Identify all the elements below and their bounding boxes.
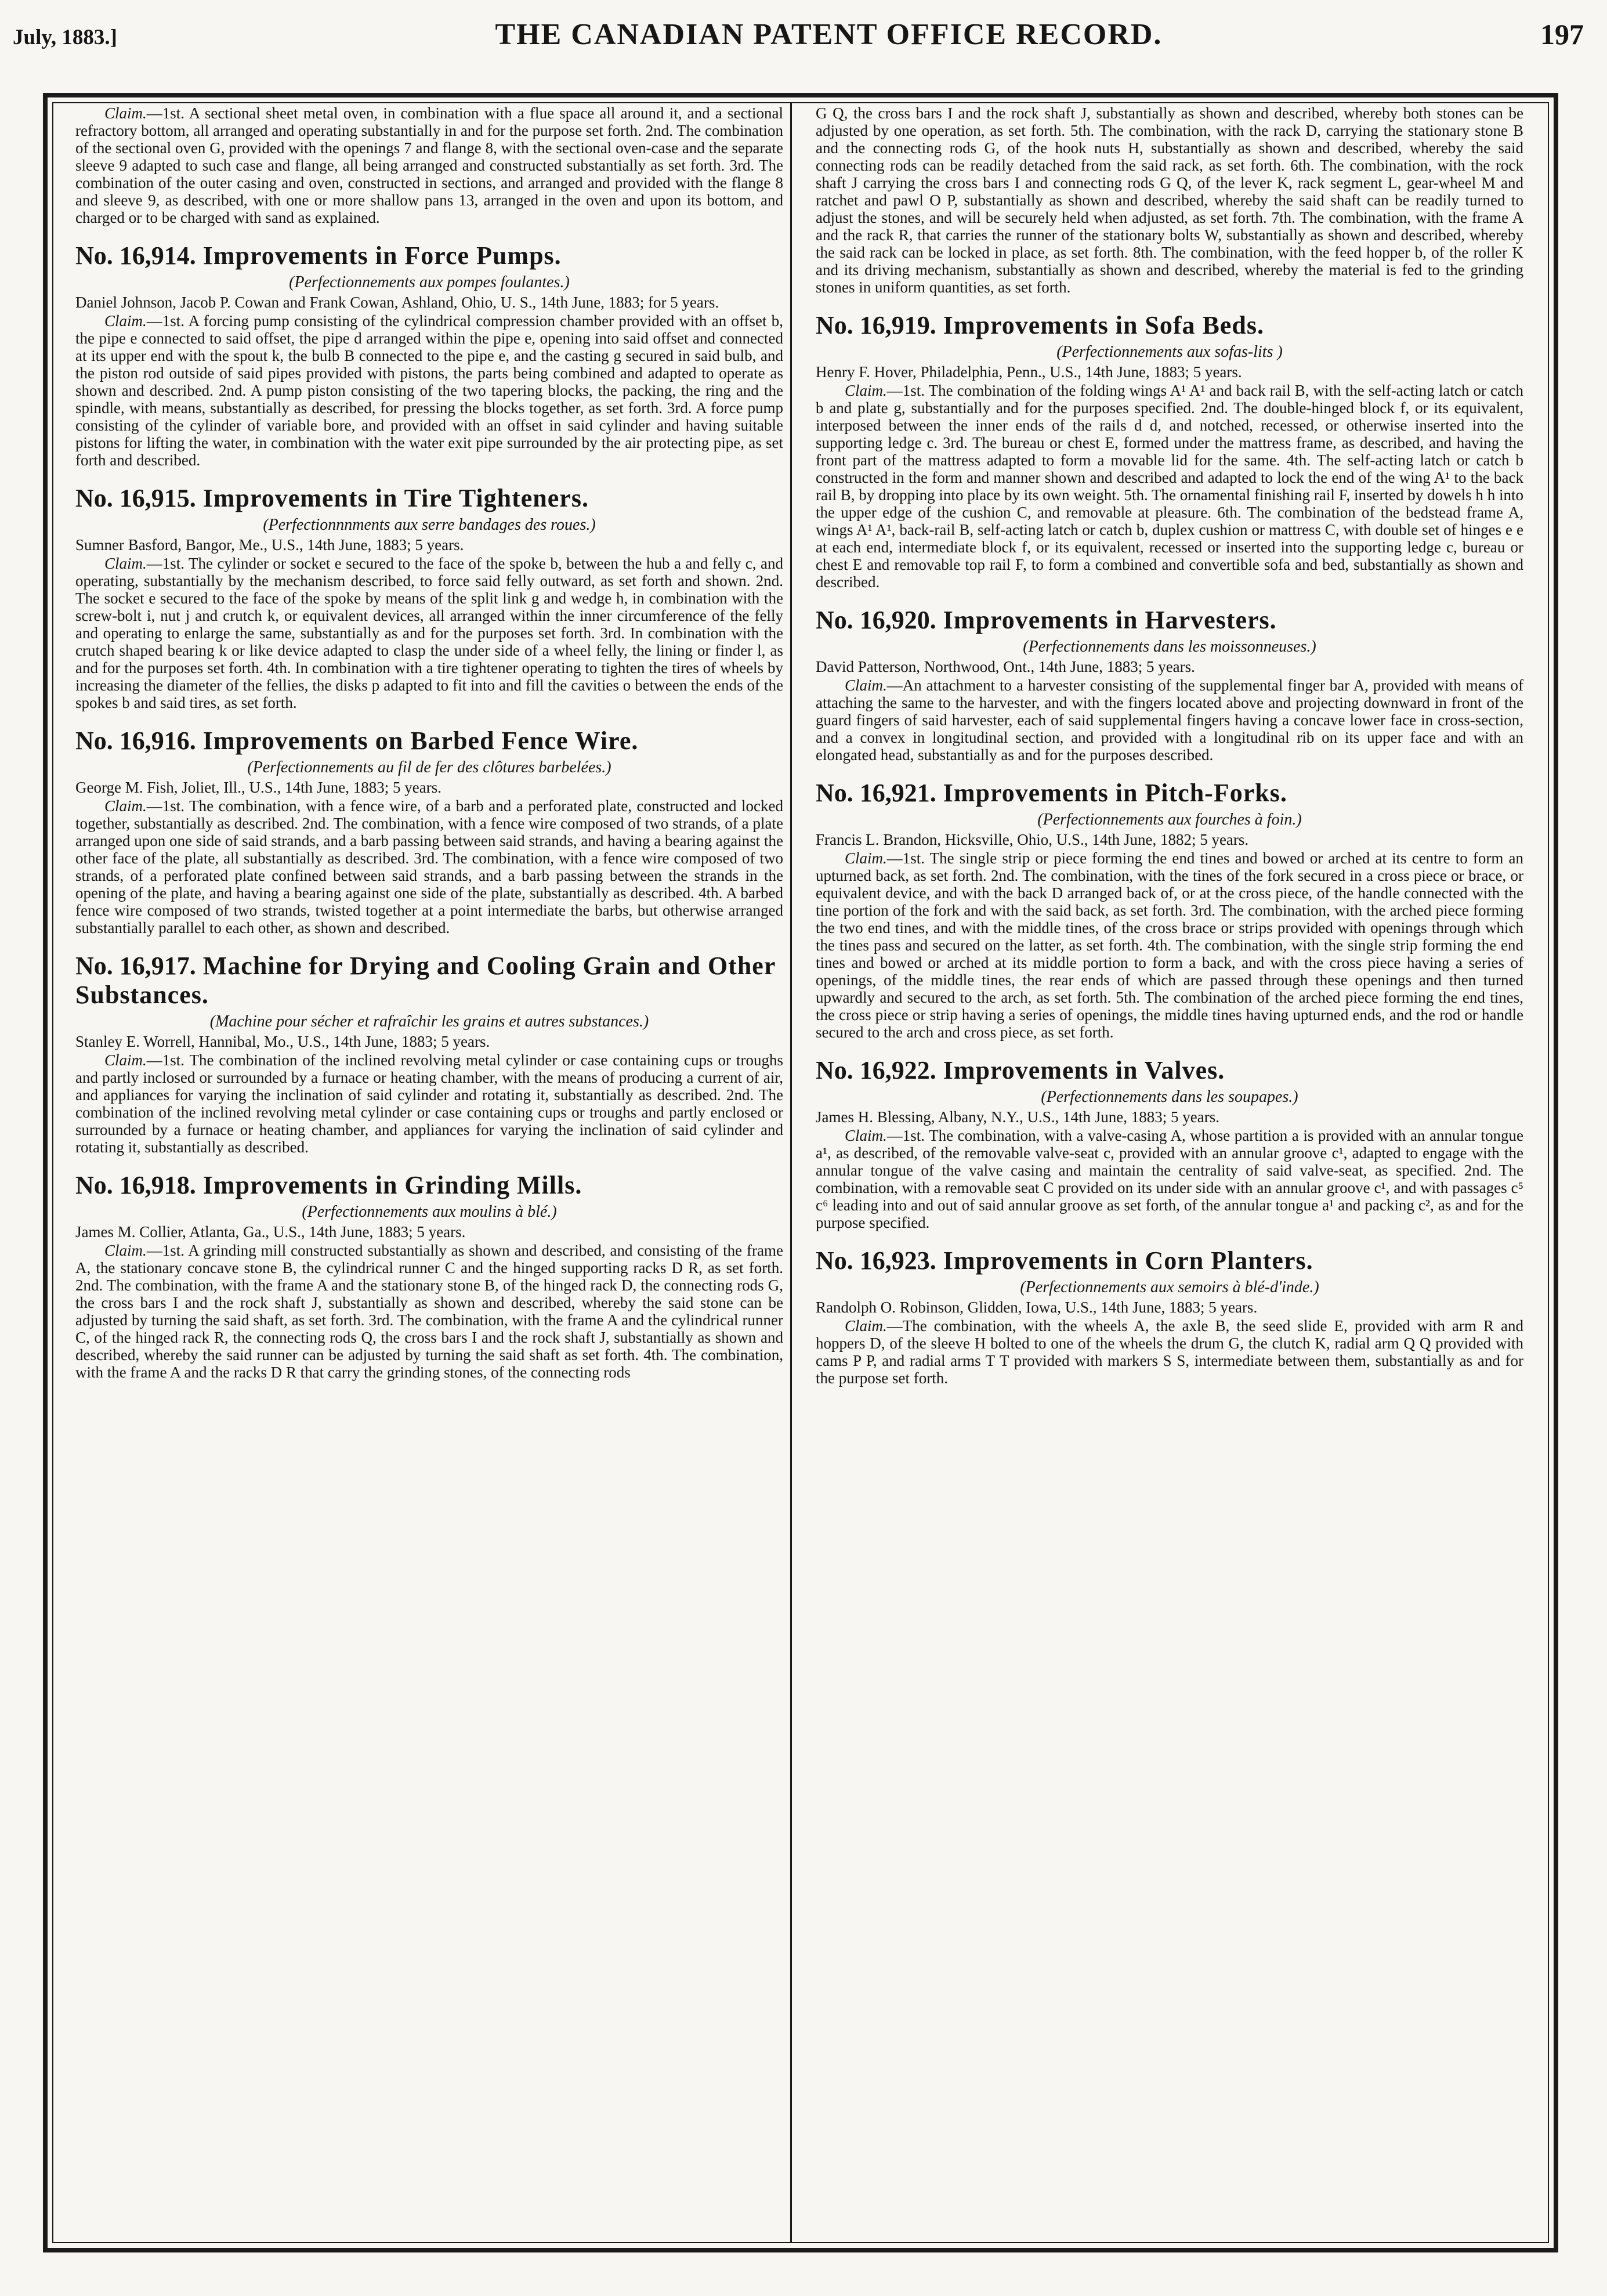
patent-entry: [816, 1056, 1523, 1231]
running-head: [13, 17, 1584, 64]
patent-number: No. 16,915.: [75, 484, 196, 512]
patent-title: Improvements in Sofa Beds.: [943, 311, 1265, 339]
claim-paragraph: [75, 1242, 783, 1381]
french-title: (Perfectionnements dans les soupapes.): [1041, 1088, 1298, 1106]
patent-number: No. 16,918.: [75, 1171, 196, 1199]
lead-claim: [75, 104, 783, 226]
patent-title: Machine for Drying and Cooling Grain and Other Substances.: [75, 952, 776, 1009]
claim-label: Claim.: [104, 312, 147, 330]
claim-text: —1st. The combination, with a fence wire, of a barb and a perforated plate, constructed and locked together, substantially as described. 2nd. The combination, with a fence wire composed of two strands, of a plate arranged upon one side of said strands, and a barb passing between said strands, and having a bearing against the other face of the plate, all substantially as described. 3rd. The combination, with a fence wire composed of two strands, of a perforated plate confined between said strands, and a barb passing between the strands in the opening of the plate, and having a bearing against one side of the plate, substantially as described. 4th. A barbed fence wire composed of two strands, twisted together at a point intermediate the barbs, but otherwise arranged substantially parallel to each other, as shown and described.: [75, 797, 783, 937]
patent-entry: [75, 1171, 783, 1381]
patent-title: Improvements in Harvesters.: [943, 606, 1277, 634]
claim-label: Claim.: [104, 104, 147, 122]
claim-text: —An attachment to a harvester consisting of the supplemental finger bar A, provided with means of attaching the same to the harvester, and with the fingers located above and projecting downward in front of the guard fingers of said harvester, each of said supplemental fingers having a concave lower face in cross-section, and a convex in longitudinal section, and provided with a longitudinal rib on its upper face and with an elongated head, substantially as and for the purposes described.: [816, 677, 1523, 764]
french-title: (Perfectionnnments aux serre bandages des roues.): [263, 516, 596, 534]
patent-title: Improvements in Corn Planters.: [943, 1246, 1313, 1275]
claim-paragraph: [75, 1051, 783, 1156]
claim-label: Claim.: [845, 849, 887, 867]
french-title: (Perfectionnements aux fourches à foin.): [1037, 811, 1302, 829]
inventor-line: Sumner Basford, Bangor, Me., U.S., 14th June, 1883; 5 years.: [75, 536, 464, 554]
french-title: (Machine pour sécher et rafraîchir les grains et autres substances.): [209, 1013, 649, 1031]
inventor-line: Francis L. Brandon, Hicksville, Ohio, U.S., 14th June, 1882; 5 years.: [816, 831, 1249, 848]
claim-text: —1st. The cylinder or socket e secured to the face of the spoke b, between the hub a and felly c, and operating, substantially by the mechanism described, to force said felly outward, as set forth and shown. 2nd. The socket e secured to the face of the spoke by means of the split link g and wedge h, in combination with the screw-bolt i, nut j and crutch k, or equivalent devices, all arranged within the inner circumference of the felly and operating to enlarge the same, substantially as and for the purposes set forth. 3rd. In combination with the crutch shaped bearing k or like device adapted to clasp the under side of a wheel felly, the lining or finder l, as and for the purposes set forth. 4th. In combination with a tire tightener operating to tighten the tires of wheels by increasing the diameter of the fellies, the disks p adapted to fit into and fill the cavities o between the ends of the spokes b and said tires, as set forth.: [75, 555, 783, 711]
claim-label: Claim.: [845, 677, 887, 694]
entry-heading: [816, 1056, 1523, 1085]
patent-entry: [816, 1246, 1523, 1387]
inventor-line: George M. Fish, Joliet, Ill., U.S., 14th June, 1883; 5 years.: [75, 779, 441, 796]
claim-text: —1st. The single strip or piece forming the end tines and bowed or arched at its centre to form an upturned back, as set forth. 2nd. The combination, with the tines of the fork secured in a cross piece or brace, or equivalent device, and with the back D arranged back of, or at the cross piece, of the handle connected with the tine portion of the fork and with the said back, as set forth. 3rd. The combination, with the arched piece forming the two end tines, and with the middle tines, of the cross brace or strips provided with openings through which the tines pass and secured on the latter, as set forth. 4th. The combination, with the single strip forming the end tines and bowed or arched at its middle portion to form a back, and with the cross piece having a series of openings, of the middle tines, the rear ends of which are passed through these openings and then turned upwardly and secured to the arch, as set forth. 5th. The combination of the arched piece forming the end tines, the cross piece or strip having a series of openings, the middle tines having upturned ends, and the rod or handle secured to the arch and cross piece, as set forth.: [816, 849, 1523, 1041]
patent-title: Improvements in Valves.: [943, 1056, 1225, 1084]
inventor-line: James H. Blessing, Albany, N.Y., U.S., 14th June, 1883; 5 years.: [816, 1108, 1219, 1126]
patent-entry: [816, 311, 1523, 591]
patent-number: No. 16,922.: [816, 1056, 936, 1084]
french-title: (Perfectionnements aux semoirs à blé-d'inde.): [1020, 1278, 1319, 1296]
french-title: (Perfectionnements aux moulins à blé.): [302, 1203, 557, 1221]
patent-number: No. 16,914.: [75, 241, 196, 270]
entry-heading: [816, 1246, 1523, 1275]
claim-paragraph: [75, 555, 783, 711]
claim-paragraph: [816, 1317, 1523, 1387]
inventor-line: David Patterson, Northwood, Ont., 14th June, 1883; 5 years.: [816, 658, 1195, 675]
inventor-line: Stanley E. Worrell, Hannibal, Mo., U.S., 14th June, 1883; 5 years.: [75, 1033, 490, 1050]
claim-text: —1st. The combination of the folding wings A¹ A¹ and back rail B, with the self-acting latch or catch b and plate g, substantially and for the purposes specified. 2nd. The double-hinged block f, or its equivalent, interposed between the inner ends of the rails d d, and notched, recessed, or otherwise inserted into the supporting ledge c. 3rd. The bureau or chest E, formed under the mattress frame, as described, and having the front part of the mattress adapted to form a movable lid for the same. 4th. The self-acting latch or catch b constructed in the form and manner shown and described and adapted to lock the end of the wing A¹ to the back rail B, by dropping into place by its own weight. 5th. The ornamental finishing rail F, inserted by dowels h h into the upper edge of the cushion C, and removable at pleasure. 6th. The combination of the bedstead frame A, wings A¹ A¹, back-rail B, self-acting latch or catch b, duplex cushion or mattress C, with double set of hinges e e at each end, intermediate block f, or its equivalent, recessed or inserted into the supporting ledge c, bureau or chest E and removable top rail F, to form a combined and convertible sofa and bed, substantially as shown and described.: [816, 382, 1523, 591]
inventor-line: Henry F. Hover, Philadelphia, Penn., U.S., 14th June, 1883; 5 years.: [816, 363, 1242, 381]
column-divider: [790, 103, 792, 2242]
entry-heading: [75, 1171, 783, 1200]
patent-entry: [75, 484, 783, 711]
entry-heading: [75, 726, 783, 755]
patent-title: Improvements on Barbed Fence Wire.: [202, 726, 639, 755]
entry-heading: [75, 484, 783, 513]
claim-text: —1st. The combination of the inclined revolving metal cylinder or case containing cups or troughs and partly inclosed or surrounded by a furnace or heating chamber, with the means of producing a current of air, and appliances for varying the inclination of said cylinder and rotating it, substantially as described. 2nd. The combination of the inclined revolving metal cylinder or case containing cups or troughs and partly enclosed or surrounded by a furnace or heating chamber, and appliances for varying the inclination of said cylinder and rotating it, substantially as described.: [75, 1051, 783, 1156]
claim-text: —1st. The combination, with a valve-casing A, whose partition a is provided with an annular tongue a¹, as described, of the removable valve-seat c, provided with an annular groove c¹, adapted to engage with the annular tongue of the valve casing and maintain the centrality of said valve-seat, as specified. 2nd. The combination, with a removable seat C provided on its under side with an annular groove c¹, and with passages c⁵ c⁶ leading into and out of said annular groove as set forth, of the annular tongue a¹ and packing c², as and for the purpose specified.: [816, 1127, 1523, 1231]
publication-title: THE CANADIAN PATENT OFFICE RECORD.: [495, 18, 1163, 51]
claim-text: —1st. A grinding mill constructed substantially as shown and described, and consisting of the frame A, the stationary concave stone B, the cylindrical runner C and the hinged supporting racks D R, as set forth. 2nd. The combination, with the frame A and the stationary stone B, of the hinged rack D, the connecting rods G, the cross bars I and the rock shaft J, substantially as shown and described, whereby the said stone can be adjusted by turning the said shaft, as set forth. 3rd. The combination, with the frame A and the cylindrical runner C, of the hinged rack R, the connecting rods Q, the cross bars I and the rock shaft J, substantially as shown and described, whereby the said runner can be adjusted by turning the said shaft as set forth. 4th. The combination, with the frame A and the racks D R that carry the grinding stones, of the connecting rods: [75, 1242, 783, 1381]
claim-text: —1st. A forcing pump consisting of the cylindrical compression chamber provided with an offset b, the pipe e connected to said offset, the pipe d arranged within the pipe e, opening into said offset and connected at its upper end with the spout k, the bulb B connected to the pipe e, and the casting g secured in said bulb, and the piston rod outside of said pipes provided with pistons, the parts being combined and adapted to operate as shown and described. 2nd. A pump piston consisting of the two tapering blocks, the packing, the ring and the spindle, with means, substantially as described, for pressing the blocks together, as set forth. 3rd. A force pump consisting of the cylinder of variable bore, and provided with an offset in said cylinder and having suitable pistons for lifting the water, in combination with the water exit pipe surrounded by the air protecting pipe, as set forth and described.: [75, 312, 783, 469]
french-title: (Perfectionnements dans les moissonneuses.): [1023, 638, 1316, 656]
entry-heading: [75, 952, 783, 1010]
inventor-line: Randolph O. Robinson, Glidden, Iowa, U.S., 14th June, 1883; 5 years.: [816, 1299, 1258, 1316]
claim-paragraph: [816, 1127, 1523, 1231]
issue-date: July, 1883.]: [13, 26, 117, 49]
claim-label: Claim.: [845, 1317, 887, 1335]
entry-heading: [816, 606, 1523, 635]
patent-number: No. 16,917.: [75, 952, 196, 980]
claim-paragraph: [75, 312, 783, 469]
patent-number: No. 16,916.: [75, 726, 196, 755]
claim-label: Claim.: [104, 1242, 147, 1259]
patent-title: Improvements in Grinding Mills.: [202, 1171, 582, 1199]
claim-label: Claim.: [104, 797, 147, 815]
patent-title: Improvements in Tire Tighteners.: [202, 484, 589, 512]
claim-label: Claim.: [845, 1127, 887, 1144]
claim-paragraph: [816, 849, 1523, 1041]
patent-title: Improvements in Pitch-Forks.: [943, 779, 1287, 807]
patent-entry: [816, 779, 1523, 1041]
patent-number: No. 16,919.: [816, 311, 936, 339]
patent-number: No. 16,920.: [816, 606, 936, 634]
entry-heading: [816, 779, 1523, 808]
claim-continuation: G Q, the cross bars I and the rock shaft J, substantially as shown and described, whereby both stones can be adjusted by one operation, as set forth. 5th. The combination, with the rack D, carrying the stationary stone B and the connecting rods G, of the hook nuts H, substantially as shown and described, whereby the said connecting rods can be readily detached from the said rack, as set forth. 6th. The combination, with the rock shaft J carrying the cross bars I and connecting rods G Q, of the lever K, rack segment L, gear-wheel M and ratchet and pawl O P, substantially as shown and described, whereby the said shaft can be readily turned to adjust the stones, and will be securely held when adjusted, as set forth. 7th. The combination, with the frame A and the rack R, that carries the runner of the stationary bolts W, substantially as shown and described, whereby the said rack can be locked in place, as set forth. 8th. The combination, with the feed hopper b, of the roller K and its driving mechanism, substantially as shown and described, whereby the material is fed to the grinding stones in uniform quantities, as set forth.: [816, 104, 1523, 296]
patent-title: Improvements in Force Pumps.: [202, 241, 562, 270]
claim-text: —1st. A sectional sheet metal oven, in combination with a flue space all around it, and a sectional refractory bottom, all arranged and operating substantially in and for the purpose set forth. 2nd. The combination of the sectional oven G, provided with the openings 7 and flange 8, with the sectional oven-case and the separate sleeve 9 adapted to such case and flange, all being arranged and constructed substantially as set forth. 3rd. The combination of the outer casing and oven, constructed in sections, and arranged and provided with the flange 8 and sleeve 9, as described, with one or more shallow pans 13, arranged in the oven and upon its bottom, and charged or to be charged with sand as explained.: [75, 104, 783, 226]
patent-number: No. 16,921.: [816, 779, 936, 807]
claim-label: Claim.: [104, 555, 147, 572]
french-title: (Perfectionnements au fil de fer des clôtures barbelées.): [247, 758, 611, 776]
claim-paragraph: [816, 677, 1523, 764]
entry-heading: [816, 311, 1523, 340]
claim-text: —The combination, with the wheels A, the axle B, the seed slide E, provided with arm R and hoppers D, of the sleeve H bolted to one of the wheels the drum G, the clutch K, radial arm Q Q provided with cams P P, and radial arms T T provided with markers S S, intermediate between them, substantially as and for the purpose set forth.: [816, 1317, 1523, 1387]
claim-label: Claim.: [845, 382, 887, 399]
patent-number: No. 16,923.: [816, 1246, 936, 1275]
french-title: (Perfectionnements aux sofas-lits ): [1056, 343, 1283, 361]
right-column: [816, 104, 1523, 1387]
entry-heading: [75, 241, 783, 270]
patent-entry: [75, 726, 783, 937]
claim-label: Claim.: [104, 1051, 147, 1069]
french-title: (Perfectionnements aux pompes foulantes.): [289, 273, 570, 291]
inventor-line: James M. Collier, Atlanta, Ga., U.S., 14th June, 1883; 5 years.: [75, 1223, 466, 1241]
patent-entry: [816, 606, 1523, 764]
left-column: [75, 104, 783, 1381]
inventor-line: Daniel Johnson, Jacob P. Cowan and Frank Cowan, Ashland, Ohio, U. S., 14th June, 1883; for 5 years.: [75, 294, 719, 311]
claim-paragraph: [75, 797, 783, 937]
patent-entry: [75, 952, 783, 1156]
page-number: 197: [1540, 18, 1584, 50]
patent-entry: [75, 241, 783, 469]
claim-paragraph: [816, 382, 1523, 591]
